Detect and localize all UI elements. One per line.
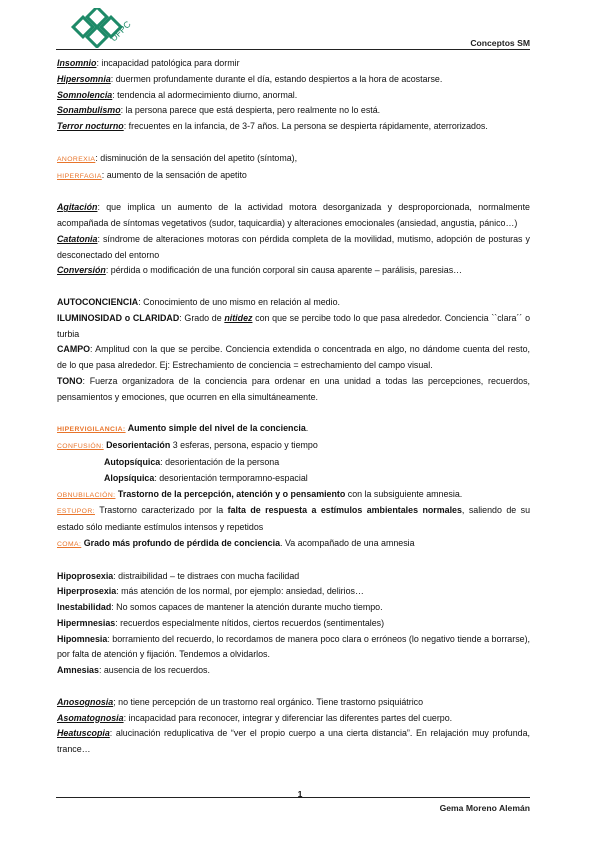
definition-hipersomnia [57,72,530,88]
emphasis-word: nitidez [224,312,253,323]
definition-insomnio [57,56,530,72]
definition-iluminosidad [57,311,530,343]
definition-text: : más atención de los normal, por ejemplo: ansiedad, delirios… [116,586,364,597]
definition-text: : No somos capaces de mantener la atención durante mucho tiempo. [111,602,383,613]
definition-bold: Aumento simple del nivel de la conciencia [125,423,306,434]
definition-coma [57,536,530,553]
definition-text: ; no tiene percepción de un trastorno real orgánico. Tiene trastorno psiquiátrico [113,696,424,707]
definition-text: : Conocimiento de uno mismo en relación al medio. [138,296,340,307]
term: Autopsíquica [104,456,161,467]
term: Insomnio [57,58,97,68]
definition-confusion [57,438,530,455]
definition-estupor [57,503,530,536]
definition-text: : aumento de la sensación de apetito [101,169,247,180]
definition-text: : duermen profundamente durante el día, estando despiertos a la hora de acostarse. [110,73,443,84]
definition-conversion [57,263,530,279]
definition-hipervigilancia [57,421,530,438]
definition-heatuscopia [57,726,530,758]
definition-amnesias [57,663,530,679]
term: Hipomnesia [57,633,108,644]
definition-autopsiquica [57,455,530,471]
definition-alopsiquica [57,471,530,487]
footer-divider [56,797,530,798]
definition-bold: falta de respuesta a estímulos ambientales normales [227,505,462,516]
term: ILUMINOSIDAD o CLARIDAD [57,312,180,323]
definition-tono [57,374,530,406]
definition-text: : distraibilidad – te distraes con mucha facilidad [113,570,300,581]
definition-text: 3 esferas, persona, espacio y tiempo [170,440,318,451]
definition-text: : alucinación reduplicativa de “ver el propio cuerpo a una cierta distancia”. En relajación muy profunda, trance… [57,728,530,755]
term: OBNUBILACIÓN: [57,491,116,499]
definition-hipermnesias [57,616,530,632]
definition-text: con que se percibe todo lo que pasa alrededor. Conciencia ``clara´´ o turbia [57,312,531,339]
term: AUTOCONCIENCIA [57,296,139,307]
term: ANOREXIA [57,155,96,163]
document-author: Gema Moreno Alemán [439,803,530,813]
document-body [57,56,530,758]
definition-text: : borramiento del recuerdo, lo recordamos de manera poco clara o erróneos (lo negativo tiende a borrarse), por falta de atención y fijación. Tendemos a olvidarlos. [57,633,530,660]
ufpc-logo [70,8,136,48]
definition-asomatognosia [57,711,530,727]
definition-text: : disminución de la sensación del apetito (síntoma), [95,152,298,163]
definition-agitacion [57,200,530,232]
definition-hipoprosexia [57,569,530,585]
term: CONFUSIÓN: [57,443,104,451]
term: COMA: [57,540,82,548]
definition-autoconciencia [57,295,530,311]
term: Alopsíquica [104,472,155,483]
term: Hipersomnia [57,73,111,84]
definition-text: : frecuentes en la infancia, de 3-7 años. La persona se despierta rápidamente, aterrorizados. [123,121,488,132]
term: Anosognosia [57,696,114,707]
definition-bold: Desorientación [103,440,171,451]
definition-text: . [305,423,309,434]
definition-text: , saliendo de su estado sólo mediante estímulos intensos y repetidos [57,505,530,533]
term: HIPERFAGIA [57,172,102,180]
term: HIPERVIGILANCIA: [57,426,126,434]
definition-inestabilidad [57,600,530,616]
definition-catatonia [57,232,530,264]
definition-text: . Va acompañado de una amnesia [280,537,415,548]
definition-text: : incapacidad para reconocer, integrar y diferenciar las diferentes partes del cuerpo. [123,712,453,723]
term: Hipermnesias [57,617,116,628]
definition-text: : Grado de [179,312,225,323]
term: Asomatognosia [57,712,124,723]
definition-text: : recuerdos especialmente nítidos, ciertos recuerdos (sentimentales) [115,617,385,628]
definition-text: : desorientación termporamno-espacial [154,472,308,483]
term: Hipoprosexia [57,570,114,581]
term: Catatonia [57,233,98,244]
term: Agitación [57,202,98,213]
definition-obnubilacion [57,487,530,504]
term: CAMPO [57,344,91,355]
definition-bold: Trastorno de la percepción, atención y o pensamiento [115,488,346,499]
definition-text: : la persona parece que está despierta, pero realmente no lo está. [120,105,381,116]
definition-anorexia [57,151,530,168]
definition-hiperfagia [57,168,530,185]
definition-text: : pérdida o modificación de una función corporal sin causa aparente – parálisis, paresias… [105,265,463,276]
definition-sonambulismo [57,103,530,119]
definition-text: : Amplitud con la que se percibe. Conciencia extendida o concentrada en algo, no dándome cuenta del resto, de lo que pasa alrededor. Ej: Estrechamiento de conciencia = estrechamiento del campo visual. [57,344,530,371]
definition-text: : tendencia al adormecimiento diurno, anormal. [112,89,298,100]
term: Sonambulismo [57,105,121,116]
definition-text: : que implica un aumento de la actividad motora desorganizada y desproporcionada, normalmente acompañada de síntomas vegetativos (sudor, taquicardia) y alteraciones emocionales (ansiedad, angustia, pánico…) [57,202,530,228]
definition-text: : incapacidad patológica para dormir [96,58,240,68]
definition-terror-nocturno [57,119,530,135]
term: Heatuscopia [57,728,110,739]
definition-anosognosia [57,695,530,711]
term: Somnolencia [57,89,113,100]
term: ESTUPOR: [57,508,95,516]
definition-somnolencia [57,88,530,104]
definition-hipomnesia [57,632,530,664]
document-header-title: Conceptos SM [470,38,530,48]
definition-text: Trastorno caracterizado por la [94,505,228,516]
term: Hiperprosexia [57,586,117,597]
definition-text: con la subsiguiente amnesia. [345,488,463,499]
page-number: 1 [297,789,303,799]
term: Inestabilidad [57,602,112,613]
definition-campo [57,342,530,374]
definition-text: : desorientación de la persona [160,456,280,467]
logo-text: UFPC [108,19,133,44]
term: Terror nocturno [57,121,124,132]
definition-bold: Grado más profundo de pérdida de conciencia [81,537,281,548]
term: TONO [57,375,83,386]
term: Amnesias [57,665,99,676]
definition-text: : Fuerza organizadora de la conciencia para ordenar en una unidad a todas las percepciones, recuerdos, pensamientos y emociones, que ocurren en ella simultáneamente. [57,375,530,402]
term: Conversión [57,265,106,276]
header-divider [56,49,530,50]
definition-hiperprosexia [57,584,530,600]
definition-text: : ausencia de los recuerdos. [98,665,210,676]
definition-text: : síndrome de alteraciones motoras con pérdida completa de la movilidad, mutismo, adopción de posturas y desconectado del entorno [57,233,530,260]
